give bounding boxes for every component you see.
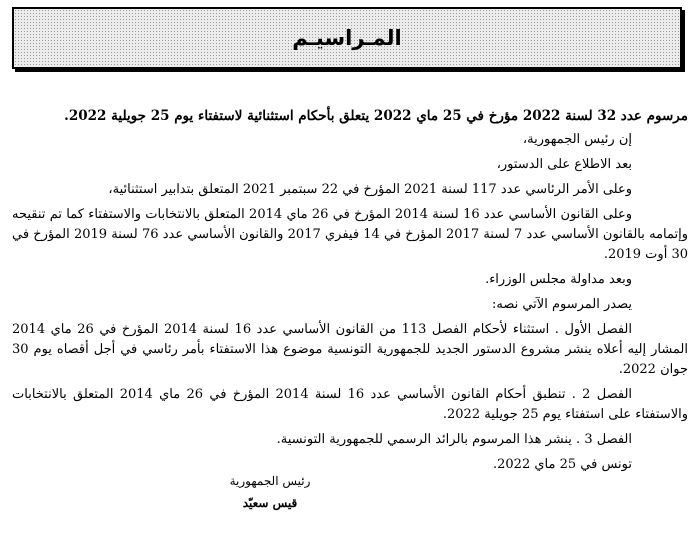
paragraph-organic-law: وعلى القانون الأساسي عدد 16 لسنة 2014 المؤرخ في 26 ماي 2014 المتعلق بالانتخابات والاستفتاء كما تم تنقيحه وإتمامه بالقانون الأساسي عدد 7 لسنة 2017 المؤرخ في 14 فيفري 2017 والقانون الأساسي عدد 76 لسنة 2019 المؤرخ في 30 أوت 2019. bbox=[12, 207, 689, 262]
signature-block bbox=[205, 470, 335, 514]
paragraph-preamble: إن رئيس الجمهورية، bbox=[522, 132, 632, 147]
article-3: الفصل 3 . ينشر هذا المرسوم بالرائد الرسمي للجمهورية التونسية. bbox=[276, 432, 632, 447]
section-title: المـراسيـم bbox=[292, 26, 402, 50]
signature-name: قيس سعيّد bbox=[242, 496, 298, 510]
article-2: الفصل 2 . تنطبق أحكام القانون الأساسي عدد 16 لسنة 2014 المؤرخ في 26 ماي 2014 المتعلق بالانتخابات والاستفتاء على استفتاء يوم 25 جويلية 2022. bbox=[12, 387, 688, 422]
paragraph-council-deliberation: وبعد مداولة مجلس الوزراء. bbox=[485, 272, 632, 287]
place-and-date: تونس في 25 ماي 2022. bbox=[493, 457, 632, 472]
section-header-box bbox=[12, 7, 682, 69]
decree-title: مرسوم عدد 32 لسنة 2022 مؤرخ في 25 ماي 2022 يتعلق بأحكام استثنائية لاستفتاء يوم 25 جويلية 2022. bbox=[64, 108, 688, 124]
paragraph-presidential-order: وعلى الأمر الرئاسي عدد 117 لسنة 2021 المؤرخ في 22 سبتمبر 2021 المتعلق بتدابير استثنائية، bbox=[108, 182, 632, 197]
decree-body bbox=[12, 106, 688, 480]
paragraph-promulgation: يصدر المرسوم الآتي نصه: bbox=[491, 297, 632, 312]
article-1: الفصل الأول . استثناء لأحكام الفصل 113 من القانون الأساسي عدد 16 لسنة 2014 المؤرخ في 26 ماي 2014 المشار إليه أعلاه ينشر مشروع الدستور الجديد للجمهورية التونسية موضوع هذا الاستفتاء بأمر رئاسي في أجل أقصاه يوم 30 جوان 2022. bbox=[12, 322, 688, 377]
paragraph-constitution: بعد الاطلاع على الدستور، bbox=[496, 157, 632, 172]
signature-role: رئيس الجمهورية bbox=[229, 474, 311, 488]
